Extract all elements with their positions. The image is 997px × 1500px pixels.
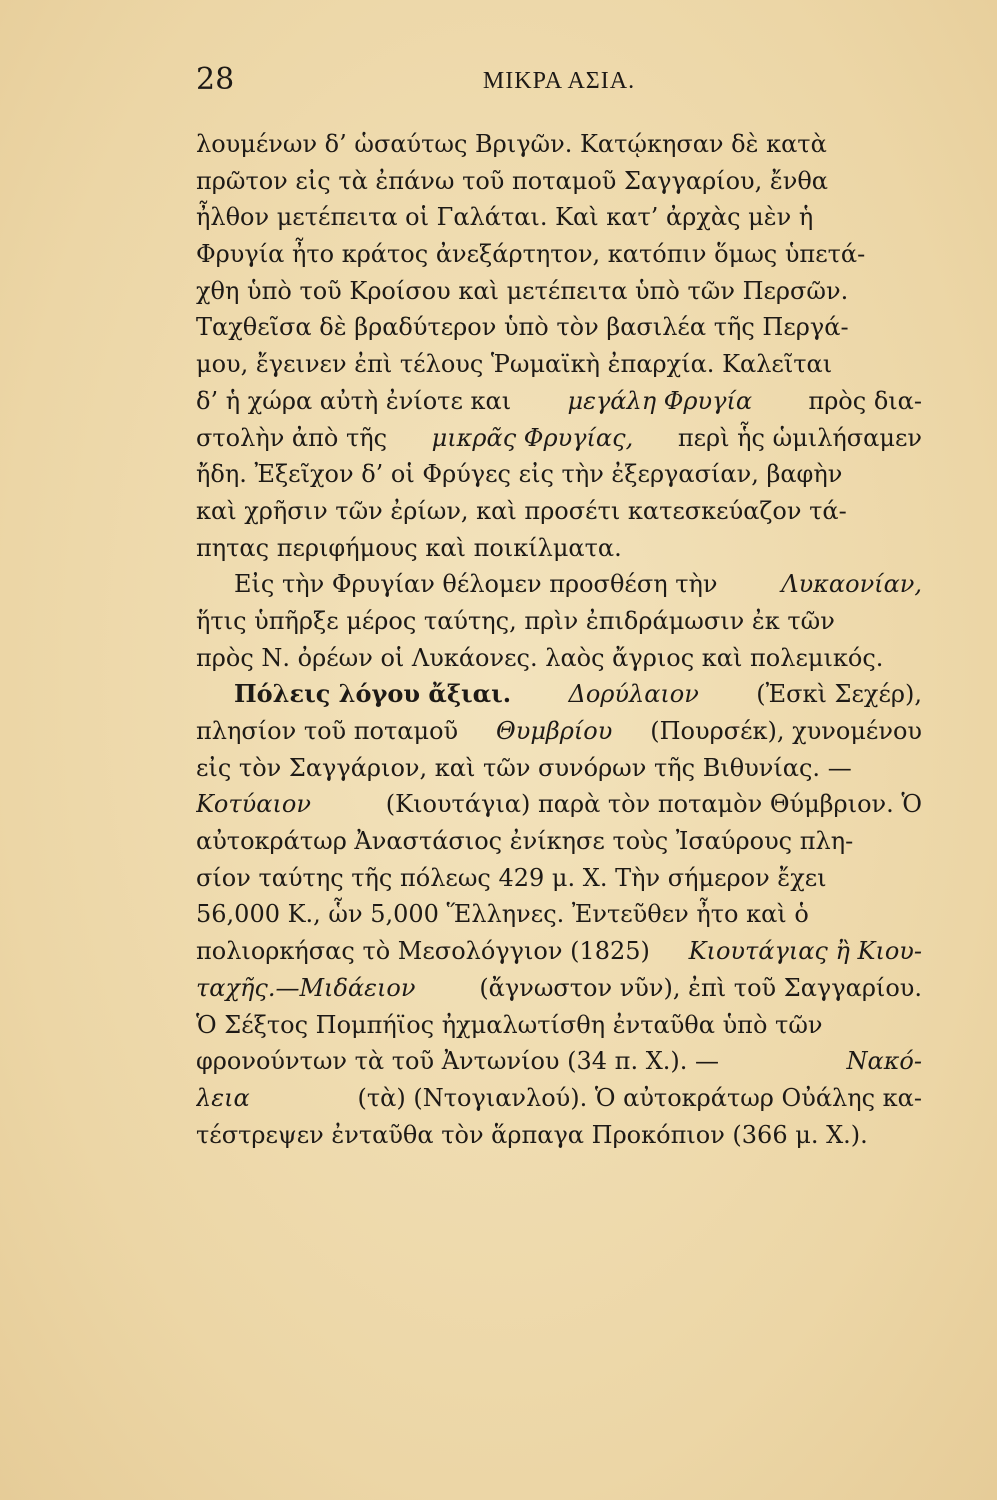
text-line: καὶ χρῆσιν τῶν ἐρίων, καὶ προσέτι κατεσκεύαζον τά-: [196, 496, 847, 525]
text-line: μου, ἔγεινεν ἐπὶ τέλους Ῥωμαϊκὴ ἐπαρχία. Καλεῖται: [196, 350, 833, 379]
text-line: πρὸς Ν. ὀρέων οἱ Λυκάονες. λαὸς ἄγριος καὶ πολεμικός.: [196, 643, 884, 672]
text-line: τέστρεψεν ἐνταῦθα τὸν ἅρπαγα Προκόπιον (366 μ. Χ.).: [196, 1120, 868, 1149]
text-line: ἥτις ὑπῆρξε μέρος ταύτης, πρὶν ἐπιδράμωσιν ἐκ τῶν: [196, 606, 835, 635]
text-line: πλησίον τοῦ ποταμοῦ Θυμβρίου (Πουρσέκ), χυνομένου: [196, 713, 922, 750]
text-line: Ταχθεῖσα δὲ βραδύτερον ὑπὸ τὸν βασιλέα τῆς Περγά-: [196, 313, 849, 342]
text-line: ἦλθον μετέπειτα οἱ Γαλάται. Καὶ κατ’ ἀρχὰς μὲν ἡ: [196, 203, 814, 232]
text-line: Ὁ Σέξτος Πομπήϊος ἠχμαλωτίσθη ἐνταῦθα ὑπὸ τῶν: [196, 1010, 823, 1039]
text-line: πολιορκήσας τὸ Μεσολόγγιον (1825) Κιουτάγιας ἢ Κιου-: [196, 933, 922, 970]
text-line: αὐτοκράτωρ Ἀναστάσιος ἐνίκησε τοὺς Ἰσαύρους πλη-: [196, 827, 854, 856]
italic-term: Θυμβρίου: [496, 717, 613, 745]
italic-term: μικρᾶς Φρυγίας,: [431, 423, 634, 452]
text-line: πρῶτον εἰς τὰ ἐπάνω τοῦ ποταμοῦ Σαγγαρίου, ἔνθα: [196, 166, 829, 195]
text-line: δ’ ἡ χώρα αὐτὴ ἐνίοτε και μεγάλη Φρυγία πρὸς δια-: [196, 383, 922, 420]
running-title: ΜΙΚΡΑ ΑΣΙΑ.: [482, 68, 636, 94]
text-line: ἤδη. Ἐξεῖχον δ’ οἱ Φρύγες εἰς τὴν ἐξεργασίαν, βαφὴν: [196, 460, 843, 489]
italic-term: Κοτύαιον: [196, 790, 311, 819]
text-line: 56,000 Κ., ὧν 5,000 Ἕλληνες. Ἐντεῦθεν ἦτο καὶ ὁ: [196, 900, 809, 929]
text-line: Εἰς τὴν Φρυγίαν θέλομεν προσθέση τὴν Λυκαονίαν,: [196, 566, 922, 603]
text-line: σίον ταύτης τῆς πόλεως 429 μ. Χ. Τὴν σήμερον ἔχει: [196, 863, 827, 892]
italic-term: Δορύλαιον: [568, 680, 699, 709]
italic-term: Κιουτάγιας ἢ Κιου-: [688, 937, 922, 966]
text-line: φρονούντων τὰ τοῦ Ἀντωνίου (34 π. Χ.). — Νακό-: [196, 1043, 922, 1080]
page-number: 28: [196, 62, 235, 97]
italic-term: μεγάλη Φρυγία: [567, 386, 753, 415]
page-header: [196, 62, 922, 102]
text-line: εἰς τὸν Σαγγάριον, καὶ τῶν συνόρων τῆς Βιθυνίας. —: [196, 753, 852, 782]
section-heading: Πόλεις λόγου ἄξιαι.: [234, 679, 512, 709]
text-line: Πόλεις λόγου ἄξιαι. Δορύλαιον (Ἐσκὶ Σεχέρ),: [196, 676, 922, 713]
text-line: ταχῆς.—Μιδάειον (ἄγνωστον νῦν), ἐπὶ τοῦ Σαγγαρίου.: [196, 970, 922, 1007]
italic-term: λεια: [196, 1083, 250, 1112]
text-line: Φρυγία ἦτο κράτος ἀνεξάρτητον, κατόπιν ὅμως ὑπετά-: [196, 240, 866, 269]
italic-term: ταχῆς.—Μιδάειον: [196, 973, 416, 1002]
text-line: στολὴν ἀπὸ τῆς μικρᾶς Φρυγίας, περὶ ἧς ὡμιλήσαμεν: [196, 420, 922, 457]
text-line: λουμένων δ’ ὡσαύτως Βριγῶν. Κατῴκησαν δὲ κατὰ: [196, 130, 827, 158]
text-line: πητας περιφήμους καὶ ποικίλματα.: [196, 533, 622, 562]
italic-term: Νακό-: [846, 1047, 922, 1076]
text-line: Κοτύαιον (Κιουτάγια) παρὰ τὸν ποταμὸν Θύμβριον. Ὁ: [196, 786, 922, 823]
italic-term: Λυκαονίαν,: [781, 570, 922, 599]
text-line: χθη ὑπὸ τοῦ Κροίσου καὶ μετέπειτα ὑπὸ τῶν Περσῶν.: [196, 276, 849, 305]
text-line: λεια (τὰ) (Ντογιανλού). Ὁ αὐτοκράτωρ Οὐάλης κα-: [196, 1080, 922, 1117]
page-body: [196, 126, 922, 1153]
